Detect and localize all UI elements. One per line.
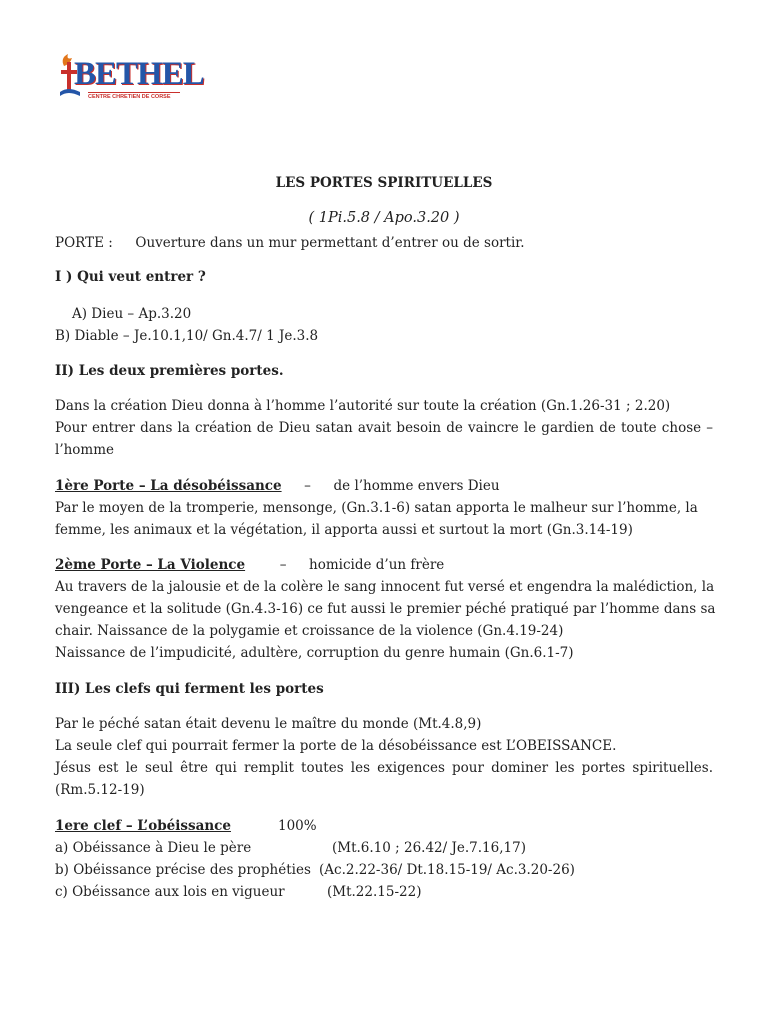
section1-heading: I ) Qui veut entrer ? [55, 269, 206, 285]
section2-p2-line2: l’homme [55, 442, 115, 458]
logo-subtitle: CENTRE CHRETIEN DE CORSE [88, 92, 180, 100]
clef1-item-c-ref: (Mt.22.15-22) [327, 884, 422, 900]
document-subtitle: ( 1Pi.5.8 / Apo.3.20 ) [308, 210, 460, 226]
porte2-line4: Naissance de l’impudicité, adultère, corruption du genre humain (Gn.6.1-7) [55, 645, 574, 661]
section3-line2: La seule clef qui pourrait fermer la porte de la désobéissance est L’OBEISSANCE. [55, 738, 617, 754]
porte1-tail: de l’homme envers Dieu [333, 478, 500, 494]
porte2-line3: chair. Naissance de la polygamie et croissance de la violence (Gn.4.19-24) [55, 623, 564, 639]
porte1-title: 1ère Porte – La désobéissance [55, 478, 282, 494]
clef1-title: 1ere clef – L’obéissance [55, 818, 231, 834]
section3-line3: Jésus est le seul être qui remplit toutes les exigences pour dominer les portes spirituelles. [55, 760, 713, 776]
porte1-line2: femme, les animaux et la végétation, il apporta aussi et surtout la mort (Gn.3.14-19) [55, 522, 633, 538]
section1-item-b: B) Diable – Je.10.1,10/ Gn.4.7/ 1 Je.3.8 [55, 328, 319, 344]
porte2-heading [55, 556, 444, 574]
section3-line4: (Rm.5.12-19) [55, 782, 145, 798]
section2-heading: II) Les deux premières portes. [55, 363, 284, 379]
porte2-dash: – [279, 557, 287, 573]
document-title: LES PORTES SPIRITUELLES [275, 175, 493, 191]
porte-text: Ouverture dans un mur permettant d’entrer ou de sortir. [135, 235, 525, 251]
clef1-percent: 100% [278, 818, 317, 834]
porte2-title: 2ème Porte – La Violence [55, 557, 246, 573]
porte1-dash: – [304, 478, 311, 494]
section2-p1: Dans la création Dieu donna à l’homme l’autorité sur toute la création (Gn.1.26-31 ; 2.20) [55, 398, 671, 414]
logo-name: BETHEL [74, 56, 204, 92]
clef1-item-b-ref: (Ac.2.22-36/ Dt.18.15-19/ Ac.3.20-26) [319, 862, 575, 878]
clef1-item-a-ref: (Mt.6.10 ; 26.42/ Je.7.16,17) [332, 840, 526, 856]
porte1-heading [55, 477, 500, 495]
porte2-tail: homicide d’un frère [309, 557, 445, 573]
porte-definition [55, 234, 525, 252]
porte1-line1: Par le moyen de la tromperie, mensonge, (Gn.3.1-6) satan apporta le malheur sur l’homme, la [55, 500, 698, 516]
section3-line1: Par le péché satan était devenu le maître du monde (Mt.4.8,9) [55, 716, 482, 732]
clef1-heading [55, 817, 231, 835]
clef1-item-b: b) Obéissance précise des prophéties [55, 862, 311, 878]
porte2-line2: vengeance et la solitude (Gn.4.3-16) ce fut aussi le premier péché pratiqué par l’homme dans sa [55, 601, 716, 617]
section3-heading: III) Les clefs qui ferment les portes [55, 681, 324, 697]
bethel-logo [58, 52, 204, 104]
porte2-line1: Au travers de la jalousie et de la colère le sang innocent fut versé et engendra la malédiction, la [55, 579, 715, 595]
section1-item-a: A) Dieu – Ap.3.20 [72, 306, 192, 322]
section2-p2-line1: Pour entrer dans la création de Dieu satan avait besoin de vaincre le gardien de toute chose – [55, 420, 713, 436]
clef1-item-c: c) Obéissance aux lois en vigueur [55, 884, 285, 900]
clef1-item-a: a) Obéissance à Dieu le père [55, 840, 252, 856]
porte-label: PORTE : [55, 235, 113, 251]
